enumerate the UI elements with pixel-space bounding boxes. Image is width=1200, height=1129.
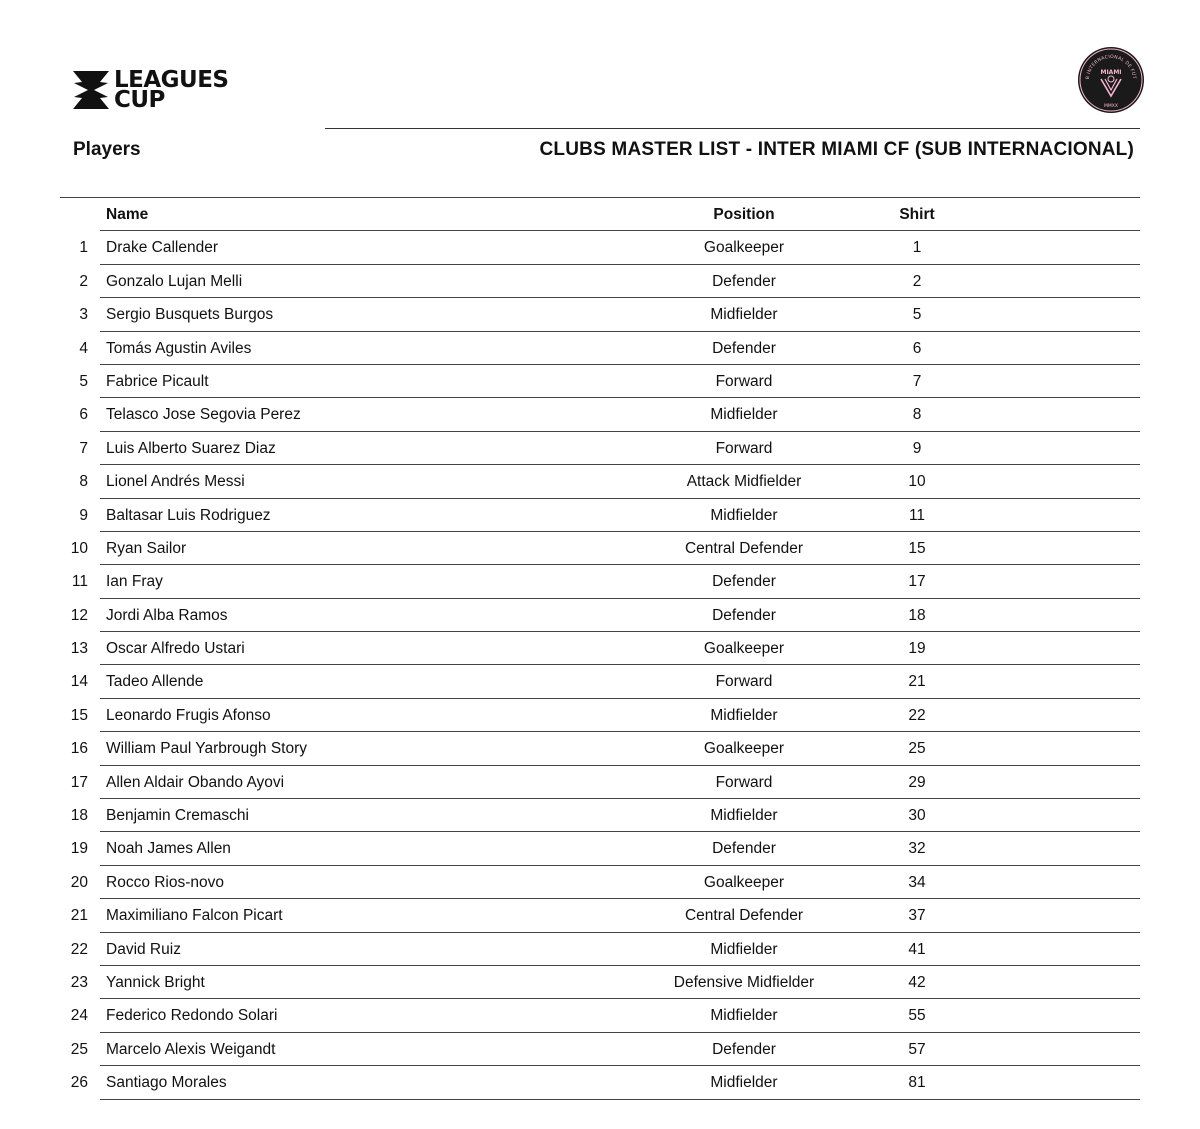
- table-row: [60, 532, 1140, 565]
- player-position: Midfielder: [710, 406, 778, 424]
- row-divider: [100, 1099, 1140, 1100]
- player-position: Goalkeeper: [703, 873, 785, 891]
- player-shirt-number: 17: [908, 573, 926, 591]
- player-position: Central Defender: [684, 539, 804, 557]
- document-title: CLUBS MASTER LIST - INTER MIAMI CF (SUB INTERNACIONAL): [539, 139, 1134, 160]
- table-row: [60, 565, 1140, 598]
- player-shirt-number: 18: [908, 606, 926, 624]
- player-shirt-number: 5: [912, 306, 922, 324]
- player-name: Fabrice Picault: [106, 372, 209, 390]
- row-number: 21: [70, 907, 88, 925]
- player-position: Goalkeeper: [703, 740, 785, 758]
- row-number: 15: [70, 706, 88, 724]
- row-number: 20: [70, 873, 88, 891]
- player-position: Midfielder: [710, 940, 778, 958]
- header-rule: [325, 128, 1140, 129]
- player-shirt-number: 41: [908, 940, 926, 958]
- row-number: 8: [79, 473, 88, 491]
- row-number: 12: [70, 606, 88, 624]
- player-position: Midfielder: [710, 1007, 778, 1025]
- row-number: 23: [70, 973, 88, 991]
- player-position: Defender: [712, 573, 776, 591]
- inter-miami-crest: [1077, 46, 1145, 114]
- table-row: [60, 699, 1140, 732]
- section-title: Players: [73, 139, 141, 160]
- player-name: Rocco Rios-novo: [106, 873, 225, 891]
- player-shirt-number: 6: [912, 339, 922, 357]
- trophy-icon: [72, 70, 110, 110]
- row-number: 4: [79, 339, 88, 357]
- row-number: 6: [79, 406, 88, 424]
- player-position: Forward: [715, 773, 773, 791]
- player-position: Central Defender: [684, 907, 804, 925]
- player-shirt-number: 25: [908, 740, 926, 758]
- player-position: Defensive Midfielder: [673, 973, 815, 991]
- table-row: [60, 265, 1140, 298]
- player-name: Oscar Alfredo Ustari: [106, 640, 245, 658]
- player-position: Defender: [712, 1040, 776, 1058]
- player-position: Defender: [712, 339, 776, 357]
- player-position: Forward: [715, 673, 773, 691]
- table-row: [60, 332, 1140, 365]
- player-name: Gonzalo Lujan Melli: [106, 272, 243, 290]
- row-number: 17: [70, 773, 88, 791]
- player-position: Midfielder: [710, 506, 778, 524]
- player-shirt-number: 15: [908, 539, 926, 557]
- table-row: [60, 298, 1140, 331]
- row-number: 1: [79, 239, 88, 257]
- row-number: 24: [70, 1007, 88, 1025]
- player-name: William Paul Yarbrough Story: [106, 740, 308, 758]
- leagues-cup-logo: [72, 67, 229, 113]
- column-header-position: Position: [713, 206, 775, 223]
- row-number: 14: [70, 673, 88, 691]
- table-row: [60, 966, 1140, 999]
- player-name: Leonardo Frugis Afonso: [106, 706, 271, 724]
- table-row: [60, 365, 1140, 398]
- player-name: Telasco Jose Segovia Perez: [106, 406, 301, 424]
- player-shirt-number: 55: [908, 1007, 926, 1025]
- player-shirt-number: 30: [908, 807, 926, 825]
- player-shirt-number: 1: [912, 239, 922, 257]
- table-row: [60, 766, 1140, 799]
- row-number: 2: [79, 272, 88, 290]
- player-name: Jordi Alba Ramos: [106, 606, 228, 624]
- player-position: Midfielder: [710, 706, 778, 724]
- player-position: Goalkeeper: [703, 239, 785, 257]
- player-position: Attack Midfielder: [686, 473, 802, 491]
- player-name: Sergio Busquets Burgos: [106, 306, 274, 324]
- player-shirt-number: 42: [908, 973, 926, 991]
- table-row: [60, 799, 1140, 832]
- player-position: Goalkeeper: [703, 640, 785, 658]
- table-row: [60, 432, 1140, 465]
- crest-arc-text: B INTERNACIONAL DE FÚT: [1085, 54, 1137, 80]
- players-table: [60, 197, 1140, 1100]
- table-row: [60, 499, 1140, 532]
- row-number: 13: [70, 640, 88, 658]
- player-name: Marcelo Alexis Weigandt: [106, 1040, 276, 1058]
- player-position: Forward: [715, 372, 773, 390]
- player-shirt-number: 10: [908, 473, 926, 491]
- player-position: Forward: [715, 439, 773, 457]
- table-row: [60, 866, 1140, 899]
- table-header-row: [60, 198, 1140, 231]
- table-row: [60, 632, 1140, 665]
- player-name: Lionel Andrés Messi: [106, 473, 245, 491]
- player-position: Midfielder: [710, 807, 778, 825]
- table-row: [60, 999, 1140, 1032]
- player-rows: [60, 231, 1140, 1099]
- row-number: 19: [70, 840, 88, 858]
- player-shirt-number: 2: [912, 272, 922, 290]
- table-row: [60, 832, 1140, 865]
- row-number: 9: [79, 506, 88, 524]
- table-row: [60, 1033, 1140, 1066]
- brand-wordmark: [114, 67, 229, 113]
- player-shirt-number: 57: [908, 1040, 926, 1058]
- table-row: [60, 665, 1140, 698]
- row-number: 3: [79, 306, 88, 324]
- player-shirt-number: 37: [908, 907, 926, 925]
- table-row: [60, 732, 1140, 765]
- player-position: Midfielder: [710, 1074, 778, 1092]
- player-shirt-number: 81: [908, 1074, 926, 1092]
- table-row: [60, 1066, 1140, 1099]
- column-header-shirt: Shirt: [899, 206, 935, 223]
- row-number: 5: [79, 372, 88, 390]
- row-number: 26: [70, 1074, 88, 1092]
- player-name: Noah James Allen: [106, 840, 231, 858]
- player-shirt-number: 34: [908, 873, 926, 891]
- crest-city: MIAMI: [1100, 69, 1122, 76]
- player-shirt-number: 7: [912, 372, 922, 390]
- player-name: Drake Callender: [106, 239, 218, 257]
- player-position: Defender: [712, 272, 776, 290]
- player-name: Ian Fray: [106, 573, 163, 591]
- player-name: Federico Redondo Solari: [106, 1007, 278, 1025]
- player-name: Yannick Bright: [106, 973, 205, 991]
- player-shirt-number: 22: [908, 706, 926, 724]
- row-number: 22: [70, 940, 88, 958]
- player-shirt-number: 19: [908, 640, 926, 658]
- row-number: 25: [70, 1040, 88, 1058]
- player-name: Maximiliano Falcon Picart: [106, 907, 283, 925]
- row-number: 16: [70, 740, 88, 758]
- player-shirt-number: 11: [908, 506, 926, 524]
- player-shirt-number: 29: [908, 773, 926, 791]
- row-number: 7: [79, 439, 88, 457]
- brand-line-1: LEAGUES: [114, 67, 229, 93]
- player-name: Tomás Agustin Aviles: [106, 339, 252, 357]
- player-name: Benjamin Cremaschi: [106, 807, 249, 825]
- player-name: Luis Alberto Suarez Diaz: [106, 439, 276, 457]
- player-position: Defender: [712, 840, 776, 858]
- player-name: Baltasar Luis Rodriguez: [106, 506, 271, 524]
- player-name: Allen Aldair Obando Ayovi: [106, 773, 285, 791]
- row-number: 10: [70, 539, 88, 557]
- table-row: [60, 398, 1140, 431]
- player-name: Ryan Sailor: [106, 539, 187, 557]
- player-position: Midfielder: [710, 306, 778, 324]
- table-row: [60, 465, 1140, 498]
- table-row: [60, 231, 1140, 264]
- player-name: Tadeo Allende: [106, 673, 204, 691]
- player-name: Santiago Morales: [106, 1074, 227, 1092]
- column-header-name: Name: [106, 206, 149, 223]
- row-number: 18: [70, 807, 88, 825]
- brand-line-2: CUP: [114, 87, 165, 113]
- row-number: 11: [71, 573, 88, 591]
- player-position: Defender: [712, 606, 776, 624]
- crest-year: MMXX: [1104, 104, 1118, 109]
- player-shirt-number: 8: [912, 406, 922, 424]
- table-row: [60, 933, 1140, 966]
- player-shirt-number: 21: [908, 673, 926, 691]
- player-shirt-number: 32: [908, 840, 926, 858]
- player-shirt-number: 9: [912, 439, 922, 457]
- table-row: [60, 899, 1140, 932]
- player-name: David Ruiz: [106, 940, 181, 958]
- table-row: [60, 599, 1140, 632]
